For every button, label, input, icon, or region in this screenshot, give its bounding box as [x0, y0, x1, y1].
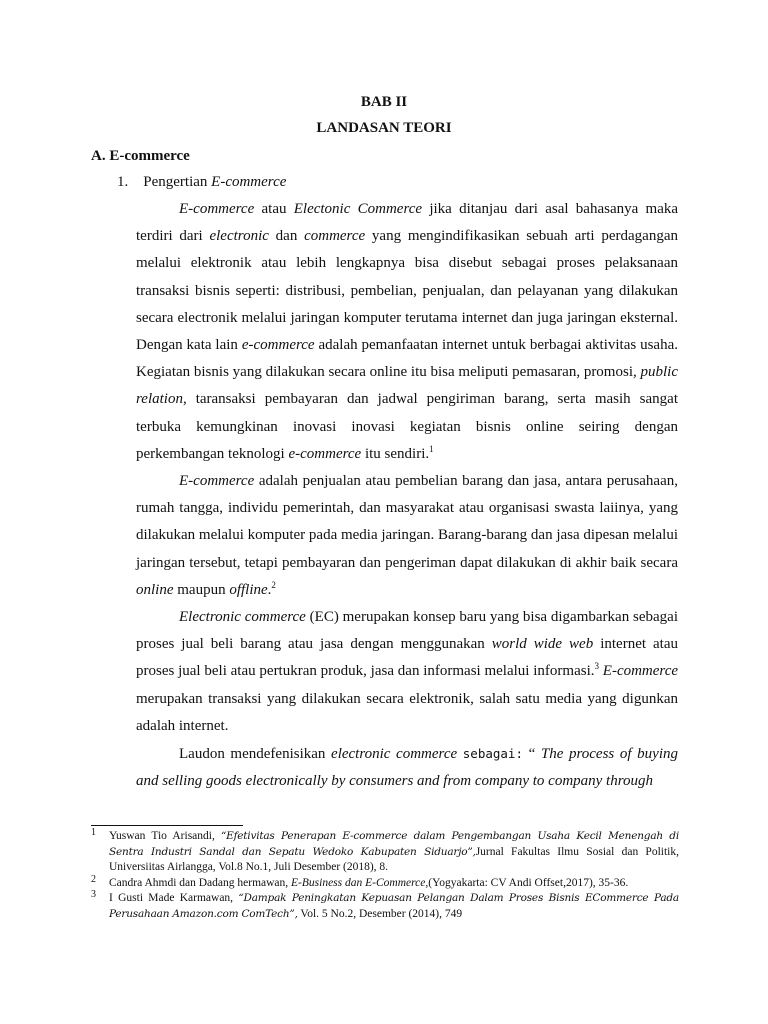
italic-run: E-commerce	[179, 201, 255, 217]
text-run: Vol. 5 No.2, Desember (2014), 749	[297, 907, 463, 920]
italic-run: Electonic Commerce	[293, 201, 423, 217]
text-run: Jurnal Fakultas Ilmu Sosial dan Politik, Universiitas Airlangga, Vol.8 No.1, Juli Desember (2018), 8.	[109, 845, 679, 874]
text-run: adalah penjualan atau pembelian barang dan jasa, antara perusahaan, rumah tangga, individu pemerintah, dan masyarakat atau organisasi swasta laiinya, yang dilakukan melalui komputer pada media jaringan. Barang-barang dan jasa dipesan melalui jaringan tersebut, tetapi pembayaran dan pengeriman dapat dilakukan di akhir baik secara	[136, 473, 678, 571]
text-run: I Gusti Made Karmawan,	[109, 892, 239, 905]
italic-run: online	[136, 581, 174, 598]
body-text	[136, 196, 678, 795]
italic-run: “Efetivitas Penerapan E-commerce dalam Pengembangan Usaha Kecil Menengah di Sentra Industri Sandal dan Sepatu Wedoko Kabupaten Siduarjo”,	[109, 830, 679, 858]
footnote-ref: 1	[429, 443, 434, 454]
text-run: atau	[254, 201, 294, 217]
text-run: adalah pemanfaatan internet untuk berbagai aktivitas usaha. Kegiatan bisnis yang dilakukan secara online itu bisa meliputi pemasaran, promosi	[136, 337, 679, 381]
italic-run: offline	[229, 581, 268, 598]
footnote-3	[91, 891, 679, 922]
paragraph-4	[136, 740, 678, 795]
text-run: “	[522, 746, 541, 763]
text-run: (EC) merupakan konsep baru yang bisa digambarkan sebagai proses jual beli barang atau jasa dengan menggunakan	[136, 609, 678, 653]
text-run: Candra Ahmdi dan Dadang hermawan,	[109, 876, 292, 889]
text-run: .	[267, 581, 272, 598]
italic-run: e-commerce	[288, 445, 362, 462]
italic-run: E-Business dan E-Commerce,	[291, 876, 429, 889]
italic-run: E-commerce	[179, 473, 255, 490]
italic-run: electronic commerce	[331, 746, 458, 763]
footnote-text	[109, 877, 628, 889]
footnote-number: 3	[91, 889, 96, 901]
italic-run: commerce	[304, 228, 366, 245]
paragraph-3	[136, 604, 678, 740]
footnote-text	[109, 892, 679, 920]
text-run: itu sendiri.	[361, 445, 430, 462]
footnote-separator	[91, 825, 243, 826]
section-title: A. E-commerce	[91, 148, 190, 164]
footnote-text	[109, 830, 679, 873]
footnote-ref: 3	[594, 661, 599, 672]
text-run: Laudon mendefenisikan	[179, 746, 332, 763]
italic-run: world wide web	[491, 636, 594, 653]
footnote-ref: 2	[271, 579, 276, 590]
italic-run: e-commerce	[241, 337, 315, 354]
text-run: sebagai:	[462, 746, 523, 762]
footnotes	[91, 829, 679, 923]
footnote-number: 1	[91, 827, 96, 838]
italic-run: electronic	[209, 228, 269, 245]
text-run: merupakan transaksi yang dilakukan secara elektronik, salah satu media yang digunkan adalah internet.	[136, 690, 678, 734]
text-run: Yuswan Tio Arisandi,	[109, 830, 221, 842]
italic-run: Electronic commerce	[179, 609, 306, 626]
paragraph-2	[136, 468, 678, 604]
text-run: dan	[268, 228, 305, 245]
italic-run: , public relation	[136, 364, 678, 408]
subsection-title	[117, 174, 286, 191]
italic-run: E-commerce	[602, 663, 679, 680]
chapter-label: BAB II	[360, 94, 408, 110]
italic-run: “Dampak Peningkatan Kepuasan Pelangan Dalam Proses Bisnis ECommerce Pada Perusahaan Amazon.com ComTech”,	[109, 892, 679, 920]
text-run: maupun	[173, 581, 230, 598]
text-run: jika ditanjau dari asal bahasanya maka terdiri dari	[136, 201, 679, 245]
footnote-number: 2	[91, 873, 96, 885]
subsection-label-italic: E-commerce	[211, 174, 287, 190]
text-run: , taransaksi pembayaran dan jadwal pengiriman barang, serta masih sangat terbuka kemungkinan inovasi inovasi kegiatan bisnis online seiring dengan perkembangan teknologi	[136, 391, 678, 462]
text-run: internet atau proses jual beli atau pertukran produk, jasa dan informasi melalui informasi.	[136, 636, 678, 680]
text-run: (Yogyakarta: CV Andi Offset,2017), 35-36.	[428, 876, 629, 889]
text-run: yang mengindifikasikan sebuah arti perdagangan melalui elektronik atau lebih lengkapnya bisa disebut sebagai proses pelaksanaan transaksi bisnis seperti: distribusi, pembelian, penjualan, dan pelayanan yang dilakukan secara electronik melalui jaringan komputer terutama internet dan juga jaringan eksternal. Dengan kata lain	[136, 228, 678, 354]
footnote-1	[91, 829, 679, 876]
italic-run: The process of buying and selling goods electronically by consumers and from company to company through	[136, 746, 678, 790]
chapter-title: LANDASAN TEORI	[316, 120, 452, 136]
subsection-label: Pengertian	[143, 174, 212, 190]
paragraph-1	[136, 196, 678, 468]
subsection-number: 1.	[117, 174, 129, 190]
footnote-2	[91, 873, 679, 892]
